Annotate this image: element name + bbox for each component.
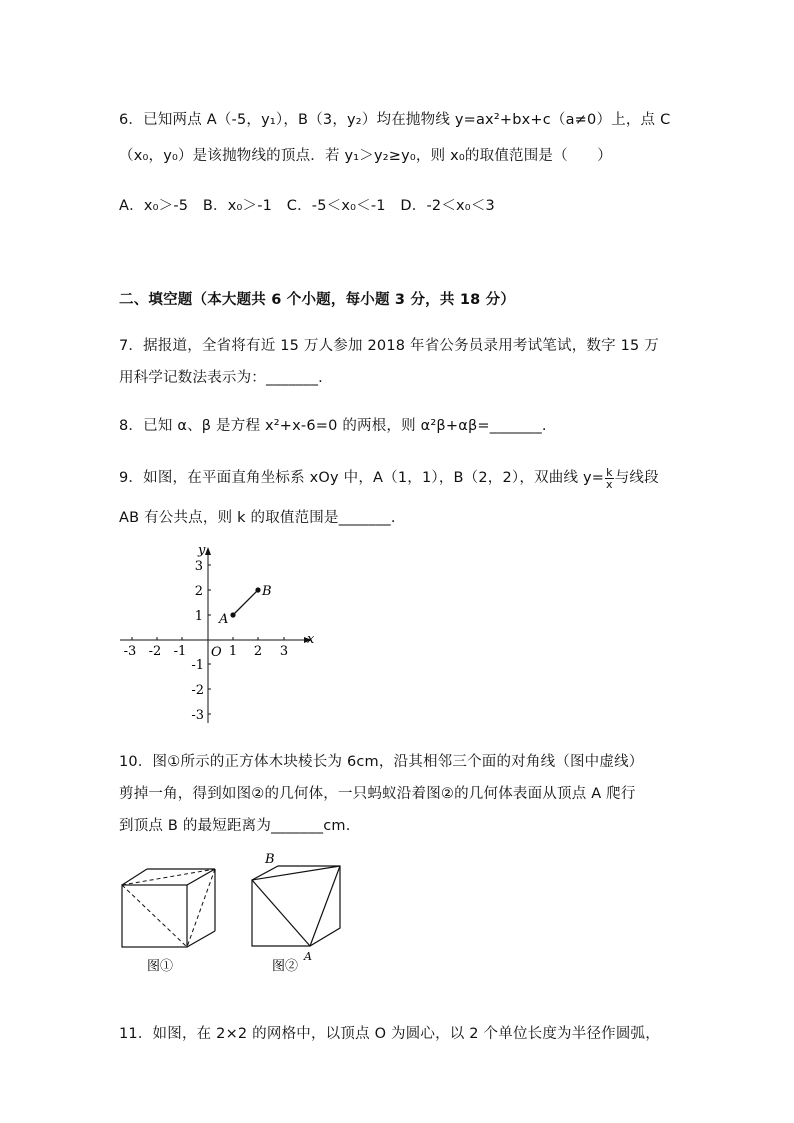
q10-line-3: 到顶点 B 的最短距离为_______cm.	[119, 818, 351, 834]
q9-fraction	[605, 467, 614, 490]
point-b-label: B	[262, 584, 272, 599]
y-tick-label: -3	[191, 708, 204, 723]
cut-diagonals	[122, 869, 215, 947]
q9-fraction-numerator: k	[606, 465, 613, 479]
y-tick-label: -1	[191, 658, 204, 673]
segment-ab	[233, 590, 258, 615]
y-tick-label: 2	[194, 584, 203, 599]
q9-line-2: AB 有公共点，则 k 的取值范围是_______.	[119, 510, 396, 526]
x-tick-label: -2	[148, 644, 162, 659]
q9-line-1	[119, 466, 659, 490]
x-tick-label: 2	[253, 644, 263, 659]
q6-line-1: 6．已知两点 A（-5，y₁），B（3，y₂）均在抛物线 y=ax²+bx+c（a≠0）上，点 C	[119, 112, 671, 128]
q9-line-1-post: 与线段	[614, 470, 659, 486]
point-b-dot	[255, 587, 260, 592]
q9-line-1-pre: 9．如图，在平面直角坐标系 xOy 中，A（1，1），B（2，2），双曲线 y=	[119, 470, 605, 486]
figure-1-caption: 图①	[147, 959, 174, 974]
q9-fraction-denominator: x	[606, 477, 613, 491]
x-axis-label: x	[307, 632, 315, 647]
q7-line-2: 用科学记数法表示为：_______.	[119, 370, 323, 386]
q10-line-2: 剪掉一角，得到如图②的几何体，一只蚂蚁沿着图②的几何体表面从顶点 A 爬行	[119, 786, 636, 802]
y-tick-label: 3	[194, 559, 203, 574]
q6-line-2: （x₀，y₀）是该抛物线的顶点．若 y₁＞y₂≥y₀，则 x₀的取值范围是（ ）	[119, 148, 612, 164]
y-tick-label: -2	[191, 683, 204, 698]
q8-line-1: 8．已知 α、β 是方程 x²+x-6=0 的两根，则 α²β+αβ=_______.	[119, 418, 547, 434]
y-tick-label: 1	[194, 609, 203, 624]
figure-2-solid	[248, 850, 358, 975]
vertex-a-label: A	[304, 950, 312, 963]
origin-label: O	[211, 645, 222, 660]
figure-1-cube	[117, 855, 227, 980]
x-tick-label: 3	[279, 644, 289, 659]
y-axis-arrow	[205, 547, 211, 555]
q6-options: A．x₀＞-5 B．x₀＞-1 C．-5＜x₀＜-1 D．-2＜x₀＜3	[119, 198, 495, 214]
coordinate-graph	[118, 543, 318, 728]
x-tick-label: -1	[173, 644, 187, 659]
q7-line-1: 7．据报道，全省将有近 15 万人参加 2018 年省公务员录用考试笔试，数字 15 万	[119, 338, 659, 354]
x-tick-label: 1	[228, 644, 238, 659]
q11-line-1: 11．如图，在 2×2 的网格中，以顶点 O 为圆心，以 2 个单位长度为半径作圆弧，	[119, 1026, 660, 1042]
section-2-title: 二、填空题（本大题共 6 个小题，每小题 3 分，共 18 分）	[119, 292, 516, 308]
y-axis-label: y	[198, 543, 206, 558]
figure-2-caption: 图②	[272, 959, 299, 974]
vertex-b-label: B	[265, 852, 275, 867]
q10-line-1: 10．图①所示的正方体木块棱长为 6cm，沿其相邻三个面的对角线（图中虚线）	[119, 754, 644, 770]
point-a-label: A	[219, 612, 229, 627]
point-a-dot	[230, 612, 235, 617]
x-tick-label: -3	[123, 644, 137, 659]
